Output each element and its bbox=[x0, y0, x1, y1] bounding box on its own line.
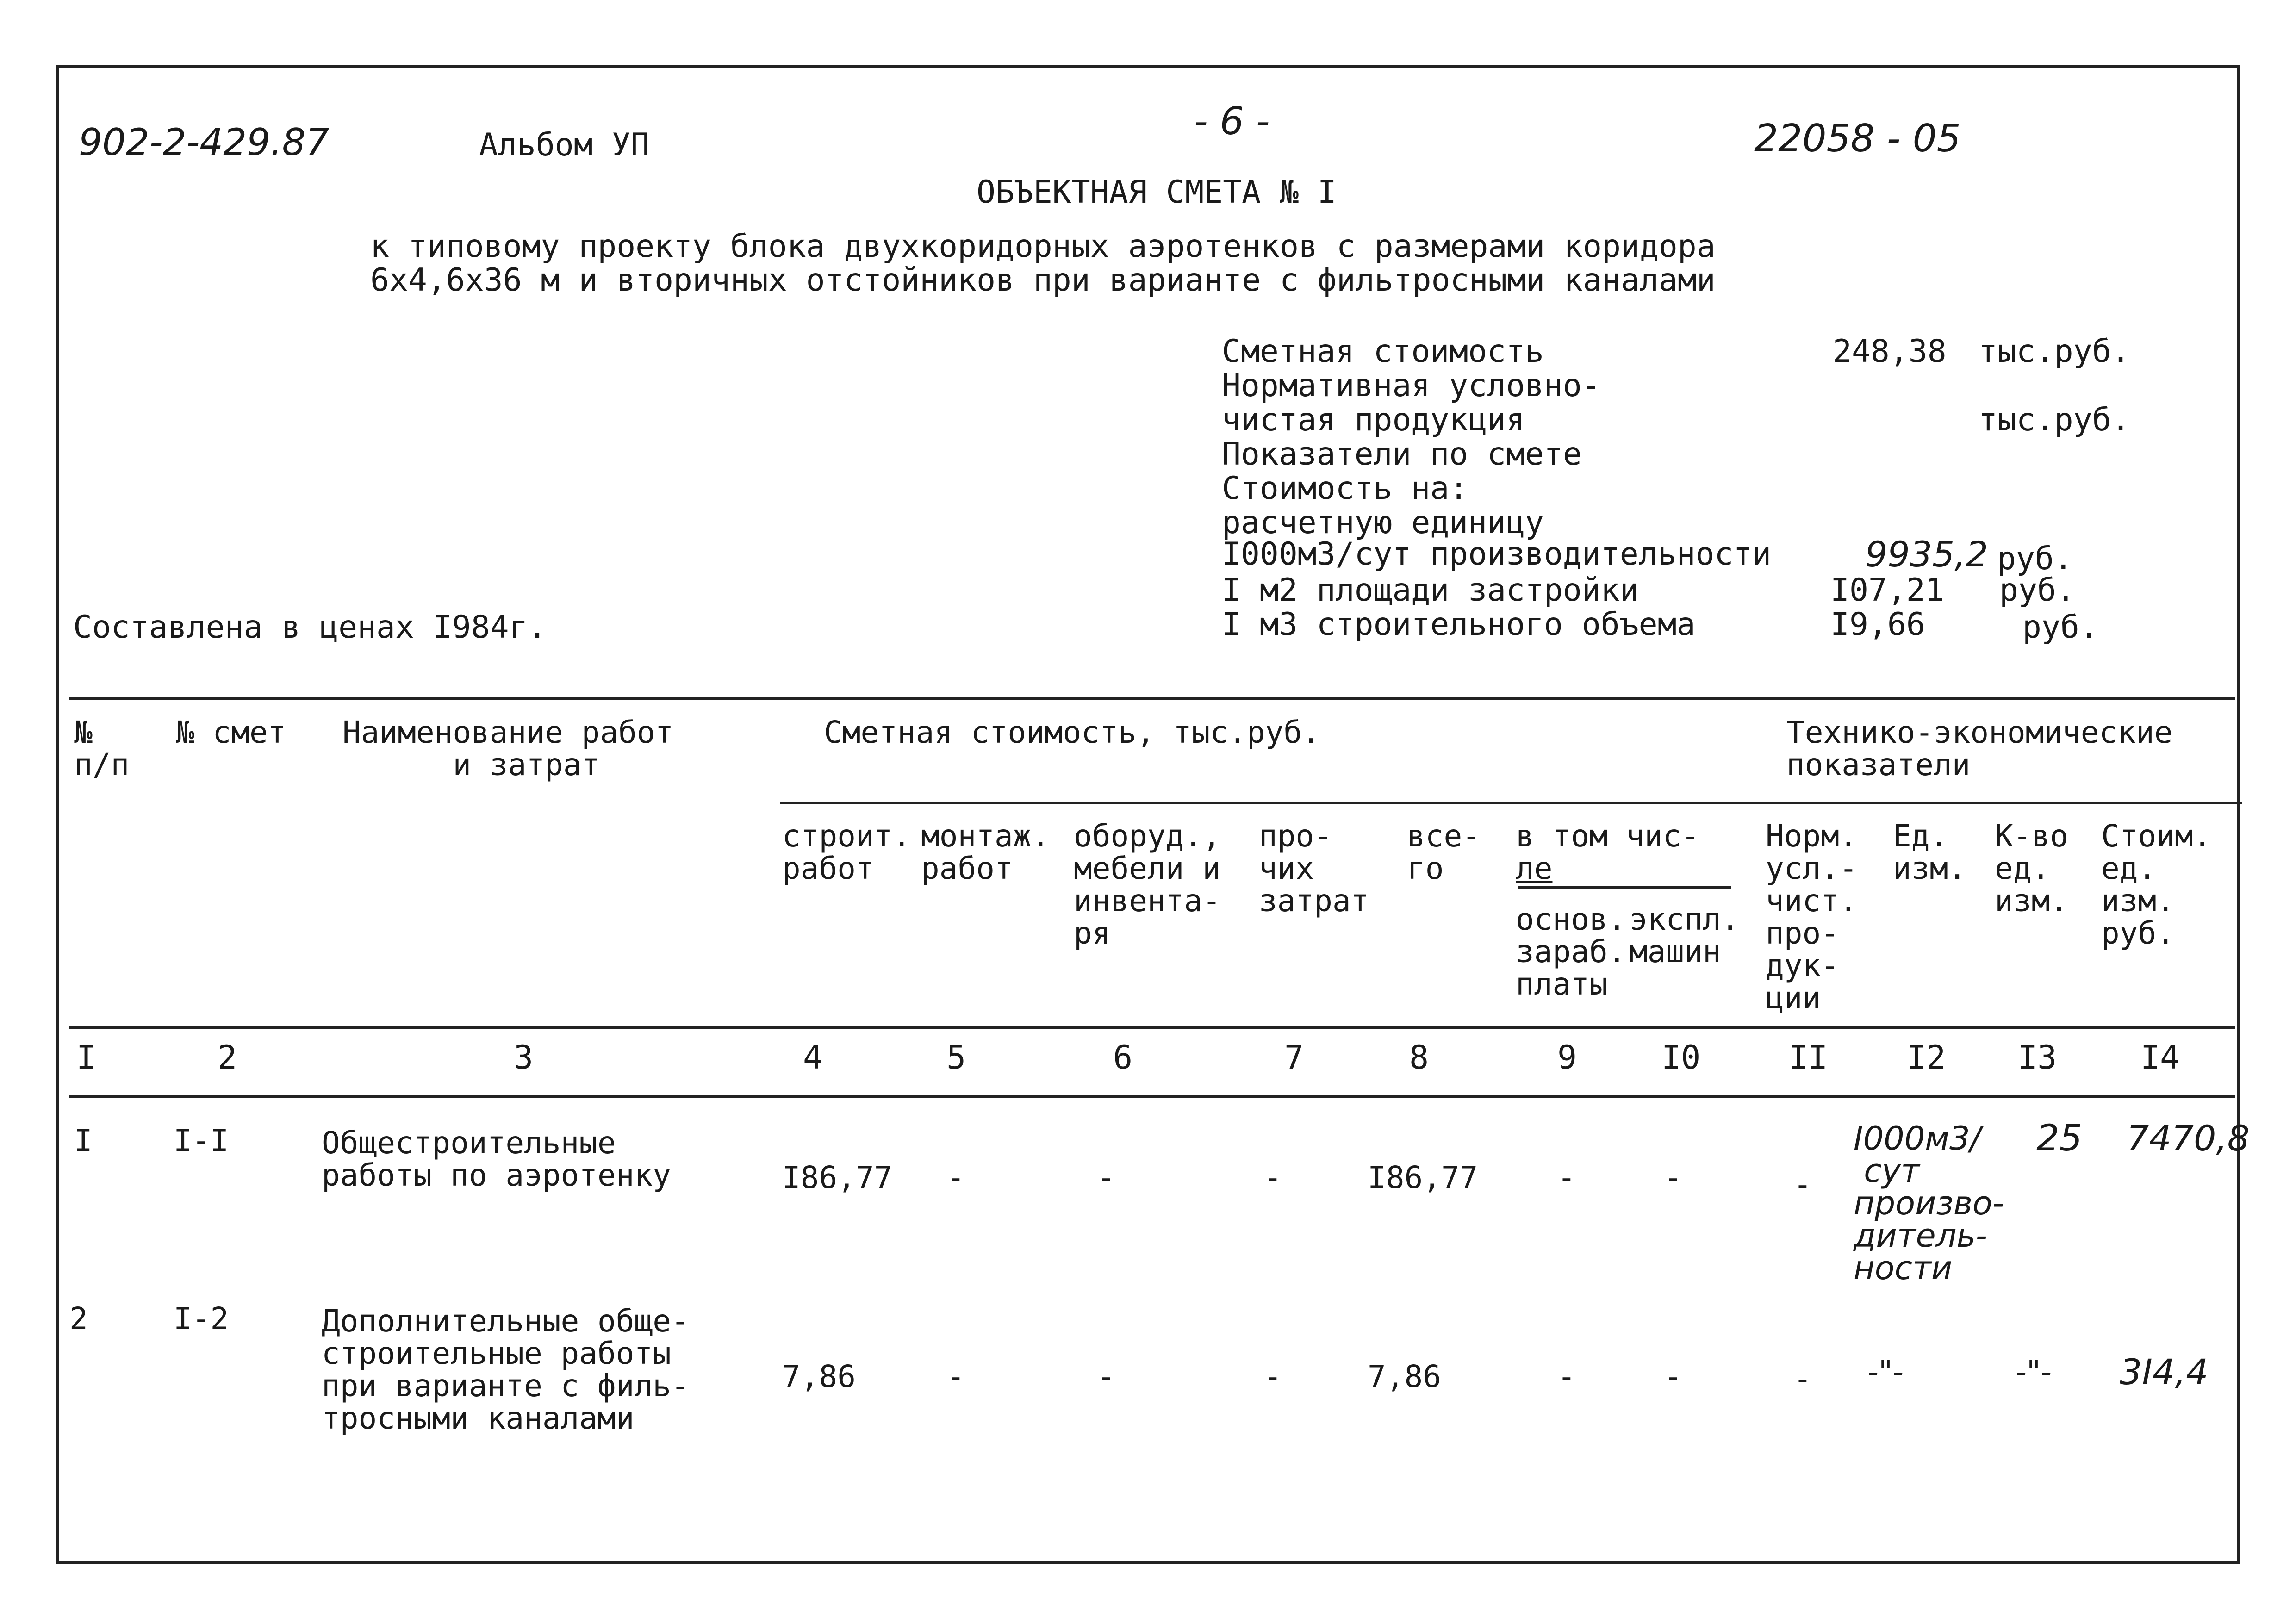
area-label: I м2 площади застройки bbox=[1222, 572, 1639, 609]
row2-col13: -"- bbox=[2016, 1354, 2052, 1390]
col-number: 2 bbox=[218, 1038, 237, 1076]
table-top-rule bbox=[69, 697, 2235, 700]
norm-label-1: Нормативная условно- bbox=[1222, 367, 1601, 404]
row2-col11: - bbox=[1793, 1361, 1812, 1397]
header-col14: Стоим. ед. изм. руб. bbox=[2101, 818, 2212, 951]
capacity-value: 9935,2 bbox=[1865, 534, 1988, 575]
col-number: 6 bbox=[1113, 1038, 1133, 1076]
prices-note: Составлена в ценах I984г. bbox=[73, 609, 547, 646]
header-col10: экспл. машин bbox=[1629, 902, 1740, 970]
incl-subheader-rule bbox=[1518, 886, 1731, 889]
col-number: 5 bbox=[946, 1038, 966, 1076]
row1-est: I-I bbox=[174, 1123, 229, 1158]
header-col13: К-во ед. изм. bbox=[1995, 818, 2068, 919]
row2-col5: - bbox=[946, 1359, 965, 1394]
col-number: 8 bbox=[1409, 1038, 1429, 1076]
header-col8: все- го bbox=[1407, 818, 1481, 886]
col-number: 9 bbox=[1557, 1038, 1577, 1076]
page-title: ОБЪЕКТНАЯ СМЕТА № I bbox=[977, 174, 1337, 211]
col-number: 4 bbox=[803, 1038, 823, 1076]
row1-col5: - bbox=[946, 1160, 965, 1195]
row1-col8: I86,77 bbox=[1368, 1160, 1478, 1195]
row2-est: I-2 bbox=[174, 1301, 229, 1337]
row1-col12: I000м3/ сут произво- дитель- ности bbox=[1854, 1119, 2004, 1287]
capacity-label: I000м3/сут производительности bbox=[1222, 536, 1772, 572]
row1-col4: I86,77 bbox=[782, 1160, 893, 1195]
row2-col4: 7,86 bbox=[782, 1359, 856, 1394]
row1-col14: 7470,8 bbox=[2127, 1118, 2250, 1159]
header-name: Наименование работ и затрат bbox=[342, 715, 674, 783]
row1-name: Общестроительные работы по аэротенку bbox=[322, 1125, 671, 1193]
col-number: I bbox=[76, 1038, 96, 1076]
area-value: I07,21 bbox=[1830, 572, 1944, 609]
col-number: I2 bbox=[1907, 1038, 1946, 1076]
col-number: I0 bbox=[1661, 1038, 1701, 1076]
row2-col10: - bbox=[1664, 1359, 1682, 1394]
header-est: № смет bbox=[176, 715, 286, 750]
volume-label: I м3 строительного объема bbox=[1222, 606, 1696, 643]
row1-col13: 25 bbox=[2036, 1118, 2083, 1159]
cost-unit: тыс.руб. bbox=[1979, 333, 2130, 370]
row2-col12: -"- bbox=[1867, 1354, 1904, 1390]
volume-unit: руб. bbox=[2022, 609, 2098, 646]
row2-col9: - bbox=[1557, 1359, 1576, 1394]
header-col7: про- чих затрат bbox=[1259, 818, 1369, 919]
header-incl-a: в том чис- bbox=[1516, 818, 1700, 854]
doc-stamp: 22058 - 05 bbox=[1754, 117, 1961, 161]
header-col6: оборуд., мебели и инвента- ря bbox=[1074, 818, 1221, 951]
subtitle-line-1: к типовому проекту блока двухкоридорных аэротенков с размерами коридора bbox=[370, 228, 1716, 265]
header-col5: монтаж. работ bbox=[921, 818, 1050, 886]
subtitle-line-2: 6х4,6х36 м и вторичных отстойников при варианте с фильтросными каналами bbox=[370, 262, 1716, 298]
row1-col6: - bbox=[1097, 1160, 1115, 1195]
row1-num: I bbox=[74, 1123, 93, 1158]
page-number: - 6 - bbox=[1194, 99, 1270, 143]
header-col11: Норм. усл.- чист. про- дук- ции bbox=[1766, 818, 1858, 1016]
row1-col9: - bbox=[1557, 1160, 1576, 1195]
header-bottom-rule bbox=[69, 1026, 2235, 1029]
header-tech: Технико-экономические показатели bbox=[1786, 715, 2173, 783]
volume-value: I9,66 bbox=[1830, 606, 1925, 643]
col-number: 3 bbox=[514, 1038, 534, 1076]
header-col4: строит. работ bbox=[782, 818, 911, 886]
row2-col6: - bbox=[1097, 1359, 1115, 1394]
row2-num: 2 bbox=[69, 1301, 88, 1337]
doc-code: 902-2-429.87 bbox=[79, 121, 330, 164]
cost-label: Сметная стоимость bbox=[1222, 333, 1544, 370]
col-number: I3 bbox=[2018, 1038, 2057, 1076]
col-number: II bbox=[1789, 1038, 1828, 1076]
col-number: 7 bbox=[1284, 1038, 1304, 1076]
album-label: Альбом УП bbox=[479, 127, 650, 163]
area-unit: руб. bbox=[1999, 572, 2075, 609]
col-number-rule bbox=[69, 1095, 2235, 1098]
norm-unit: тыс.руб. bbox=[1979, 402, 2130, 438]
norm-label-2: чистая продукция bbox=[1222, 402, 1525, 438]
row2-col14: 3I4,4 bbox=[2120, 1351, 2209, 1393]
row2-name: Дополнительные обще- строительные работы при варианте с филь- тросными каналами bbox=[322, 1303, 690, 1436]
header-incl-b: ле bbox=[1516, 851, 1553, 886]
row2-col7: - bbox=[1263, 1359, 1282, 1394]
header-num: № п/п bbox=[74, 715, 130, 783]
header-col9: основ. зараб. платы bbox=[1516, 902, 1626, 1002]
row2-col8: 7,86 bbox=[1368, 1359, 1441, 1394]
cost-value: 248,38 bbox=[1833, 333, 1947, 370]
col-number: I4 bbox=[2140, 1038, 2180, 1076]
indicators-label: Показатели по смете bbox=[1222, 436, 1582, 473]
cost-per-label: Стоимость на: bbox=[1222, 470, 1468, 507]
row1-col10: - bbox=[1664, 1160, 1682, 1195]
row1-col11: - bbox=[1793, 1167, 1812, 1202]
row1-col7: - bbox=[1263, 1160, 1282, 1195]
header-cost: Сметная стоимость, тыс.руб. bbox=[824, 715, 1320, 750]
calc-unit-label: расчетную единицу bbox=[1222, 504, 1544, 541]
header-col12: Ед. изм. bbox=[1893, 818, 1966, 886]
capacity-unit: руб. bbox=[1997, 541, 2073, 577]
cost-subheader-rule bbox=[780, 802, 2242, 804]
